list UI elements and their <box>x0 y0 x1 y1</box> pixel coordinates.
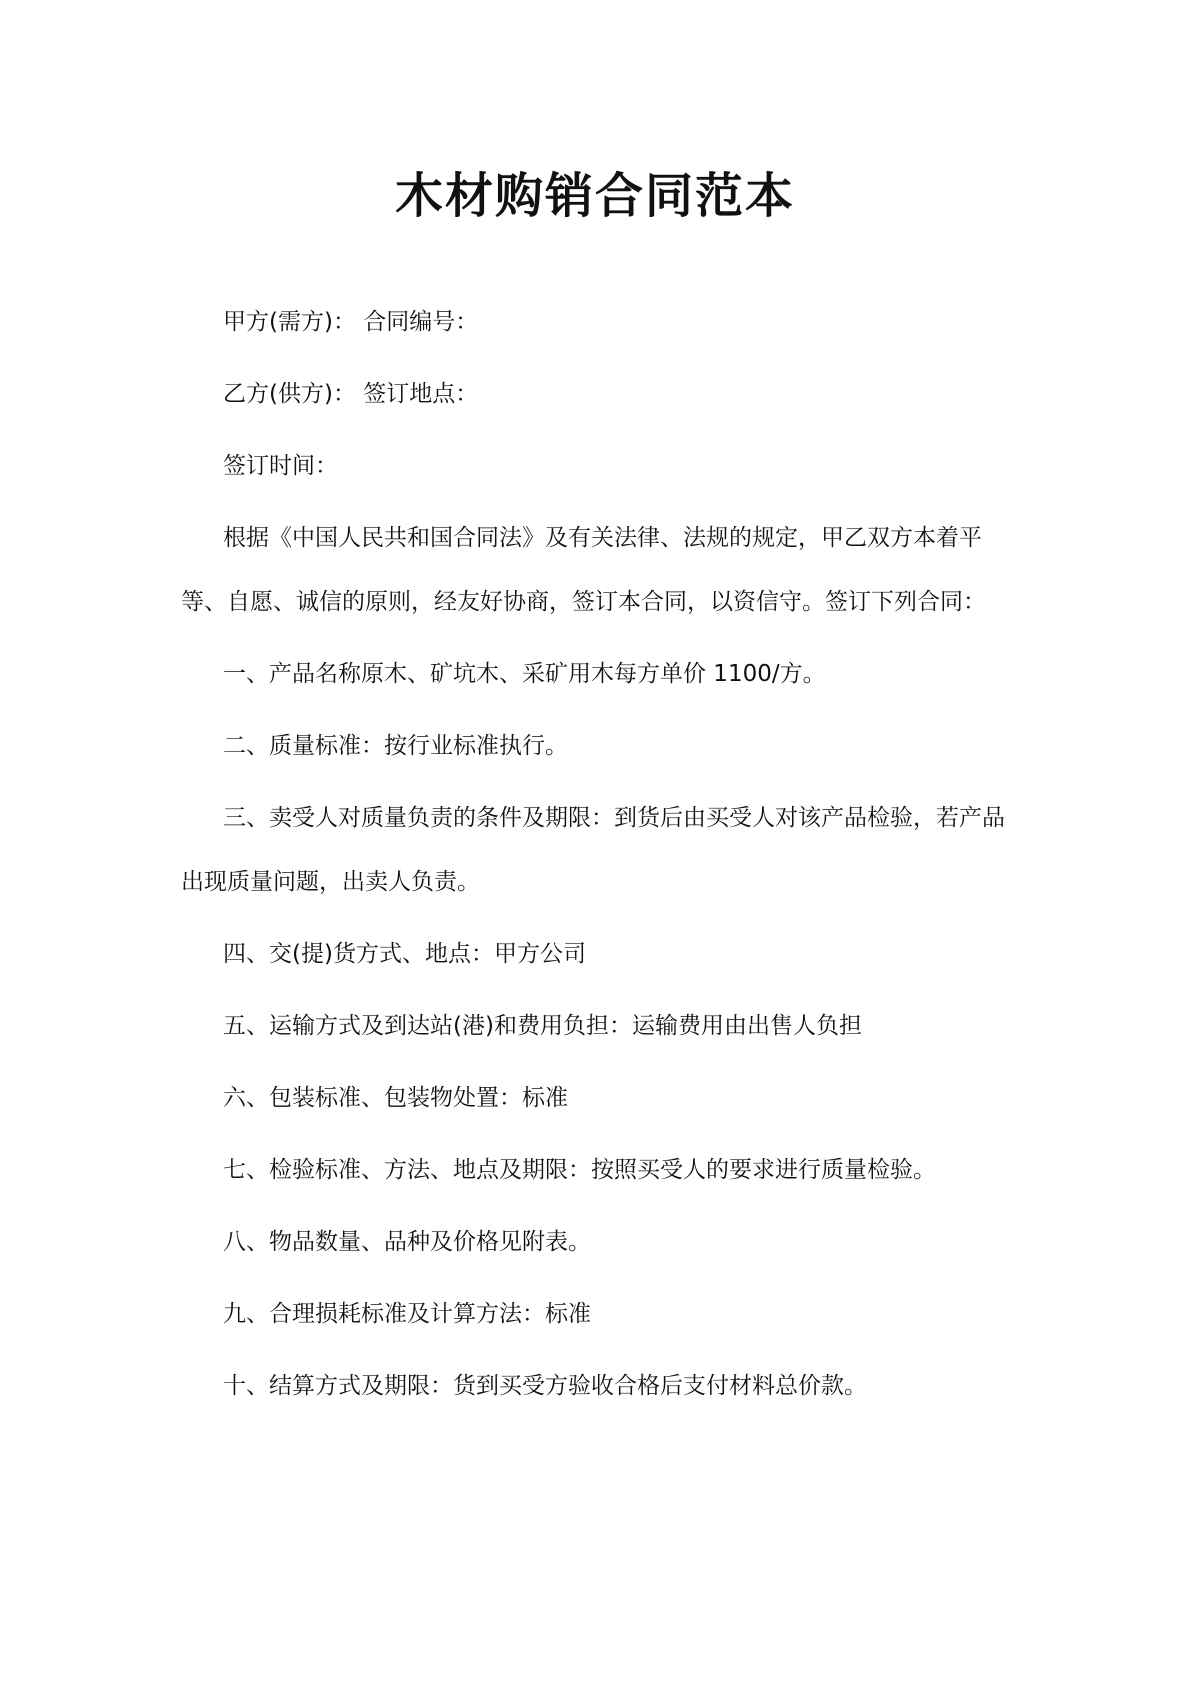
signing-time-line: 签订时间： <box>223 453 338 479</box>
clause-4: 四、交(提)货方式、地点：甲方公司 <box>223 941 586 967</box>
party-a-line: 甲方(需方)： 合同编号： <box>223 309 479 335</box>
clause-2: 二、质量标准：按行业标准执行。 <box>223 733 568 759</box>
clause-8: 八、物品数量、品种及价格见附表。 <box>223 1229 591 1255</box>
party-b-line: 乙方(供方)： 签订地点： <box>223 381 479 407</box>
clause-10: 十、结算方式及期限：货到买受方验收合格后支付材料总价款。 <box>223 1373 867 1399</box>
clause-6: 六、包装标准、包装物处置：标准 <box>223 1085 568 1111</box>
document-title: 木材购销合同范本 <box>394 168 795 224</box>
clause-3: 三、卖受人对质量负责的条件及期限：到货后由买受人对该产品检验，若产品出现质量问题，出卖人负责。 <box>181 805 1005 895</box>
preamble-paragraph: 根据《中国人民共和国合同法》及有关法律、法规的规定，甲乙双方本着平等、自愿、诚信的原则，经友好协商，签订本合同，以资信守。签订下列合同： <box>181 525 986 615</box>
clause-7: 七、检验标准、方法、地点及期限：按照买受人的要求进行质量检验。 <box>223 1157 936 1183</box>
clause-1: 一、产品名称原木、矿坑木、采矿用木每方单价 1100/方。 <box>223 661 826 687</box>
document-body <box>181 290 1009 1426</box>
clause-9: 九、合理损耗标准及计算方法：标准 <box>223 1301 591 1327</box>
clause-5: 五、运输方式及到达站(港)和费用负担：运输费用由出售人负担 <box>223 1013 862 1039</box>
